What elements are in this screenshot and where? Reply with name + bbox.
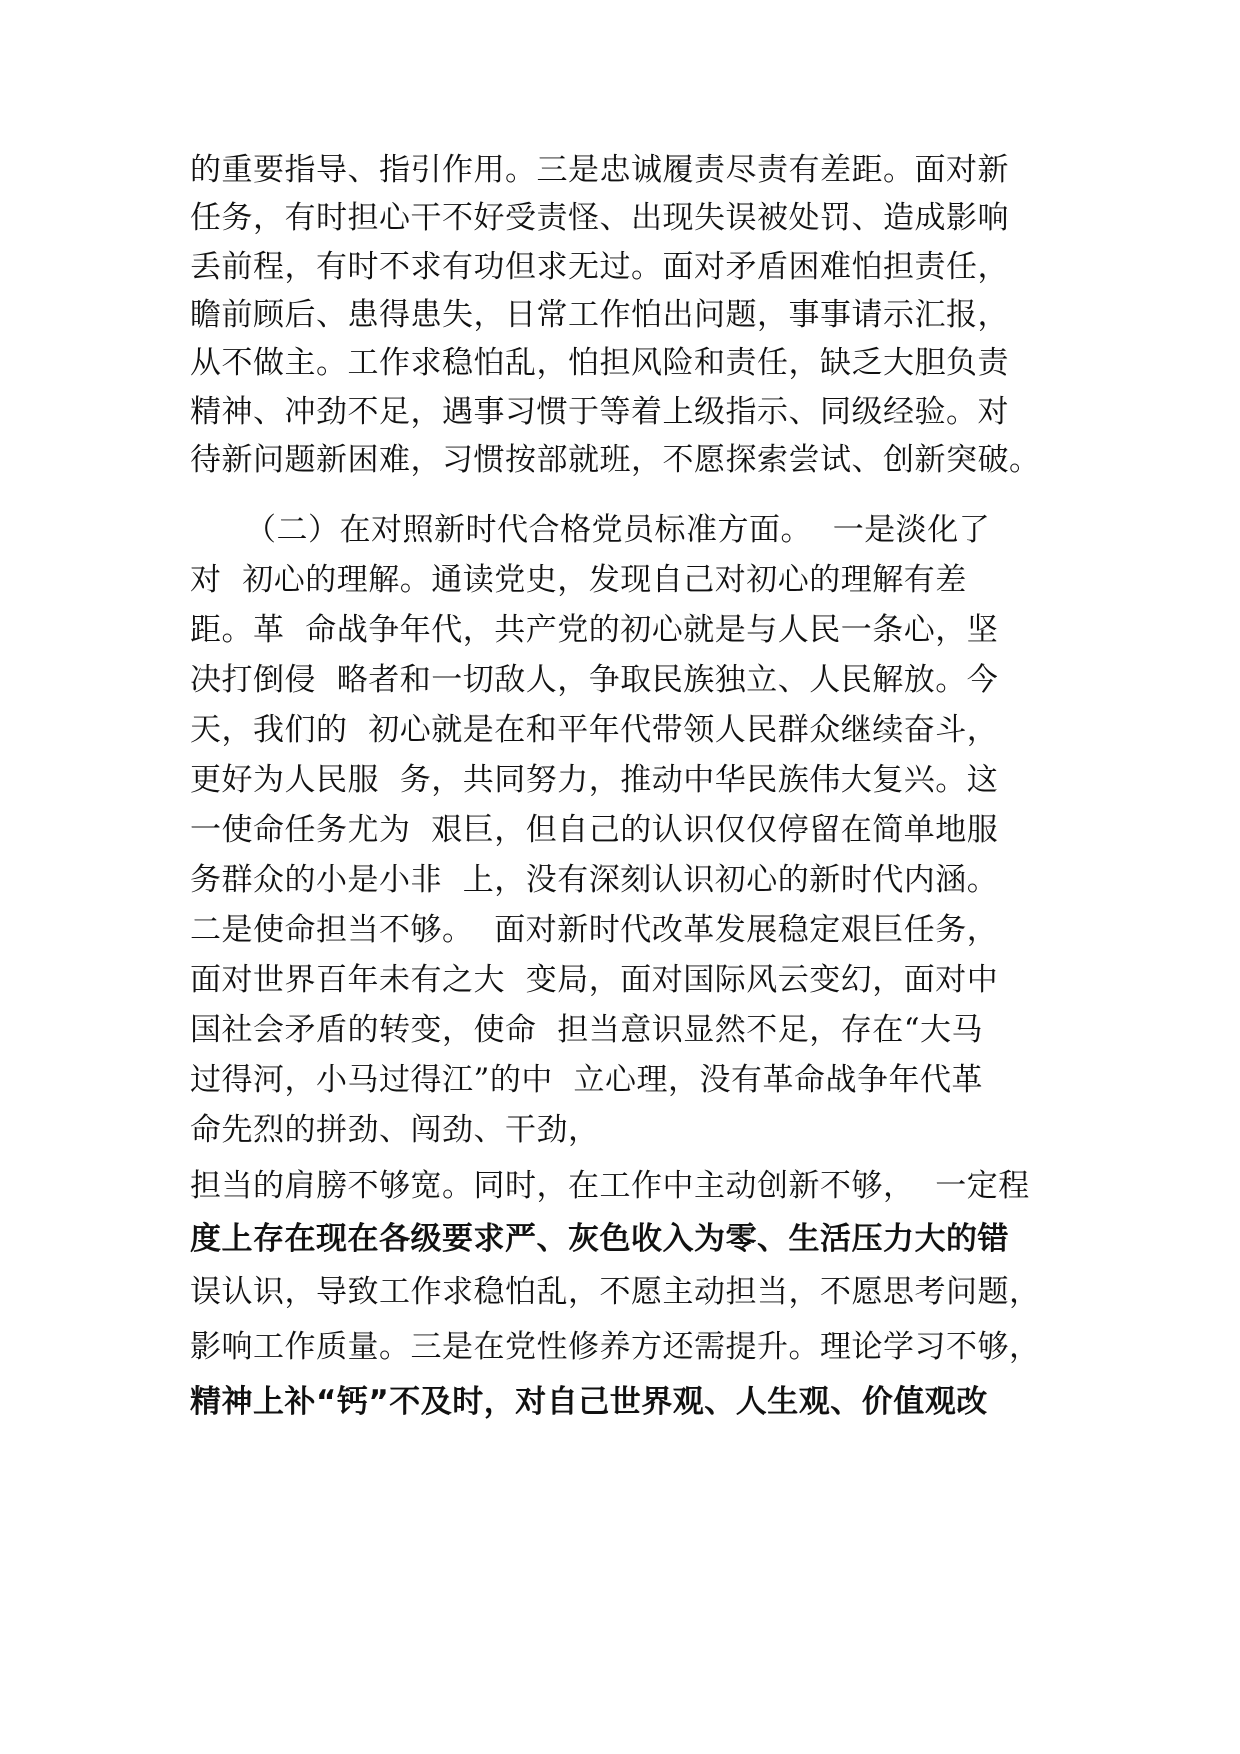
text-line: 面对世界百年未有之大 变局，面对国际风云变幻，面对中 (190, 962, 999, 998)
text-line: 命先烈的拼劲、闯劲、干劲， (190, 1112, 600, 1148)
text-line: 二是使命担当不够。 面对新时代改革发展稳定艰巨任务， (190, 912, 999, 948)
bold-text-line: 精神上补“钙”不及时，对自己世界观、人生观、价值观改 (190, 1384, 988, 1420)
text-line: 影响工作质量。三是在党性修养方还需提升。理论学习不够， (190, 1329, 1041, 1365)
text-line: 决打倒侵 略者和一切敌人，争取民族独立、人民解放。今 (190, 662, 999, 698)
text-line: 担当的肩膀不够宽。同时，在工作中主动创新不够， 一定程 (190, 1168, 1030, 1204)
section-heading-line: （二）在对照新时代合格党员标准方面。 一是淡化了 (245, 512, 991, 548)
text-line: 从不做主。工作求稳怕乱，怕担风险和责任，缺乏大胆负责 (190, 345, 1009, 381)
text-line: 一使命任务尤为 艰巨，但自己的认识仅仅停留在简单地服 (190, 812, 999, 848)
text-line: 国社会矛盾的转变，使命 担当意识显然不足，存在“大马 (190, 1012, 984, 1048)
text-line: 任务，有时担心干不好受责怪、出现失误被处罚、造成影响 (190, 200, 1009, 236)
text-line: 的重要指导、指引作用。三是忠诚履责尽责有差距。面对新 (190, 152, 1009, 188)
text-line: 天，我们的 初心就是在和平年代带领人民群众继续奋斗， (190, 712, 999, 748)
text-line: 误认识，导致工作求稳怕乱，不愿主动担当，不愿思考问题， (190, 1274, 1041, 1310)
text-line: 务群众的小是小非 上，没有深刻认识初心的新时代内涵。 (190, 862, 999, 898)
text-line: 对 初心的理解。通读党史，发现自己对初心的理解有差 (190, 562, 967, 598)
text-line: 精神、冲劲不足，遇事习惯于等着上级指示、同级经验。对 (190, 394, 1009, 430)
text-line: 距。革 命战争年代，共产党的初心就是与人民一条心，坚 (190, 612, 999, 648)
bold-text-line: 度上存在现在各级要求严、灰色收入为零、生活压力大的错 (190, 1221, 1009, 1257)
text-line: 瞻前顾后、患得患失，日常工作怕出问题，事事请示汇报， (190, 297, 1009, 333)
text-line: 待新问题新困难，习惯按部就班，不愿探索尝试、创新突破。 (190, 442, 1041, 478)
text-line: 丢前程，有时不求有功但求无过。面对矛盾困难怕担责任， (190, 249, 1009, 285)
text-line: 过得河，小马过得江”的中 立心理，没有革命战争年代革 (190, 1062, 984, 1098)
text-line: 更好为人民服 务，共同努力，推动中华民族伟大复兴。这 (190, 762, 999, 798)
